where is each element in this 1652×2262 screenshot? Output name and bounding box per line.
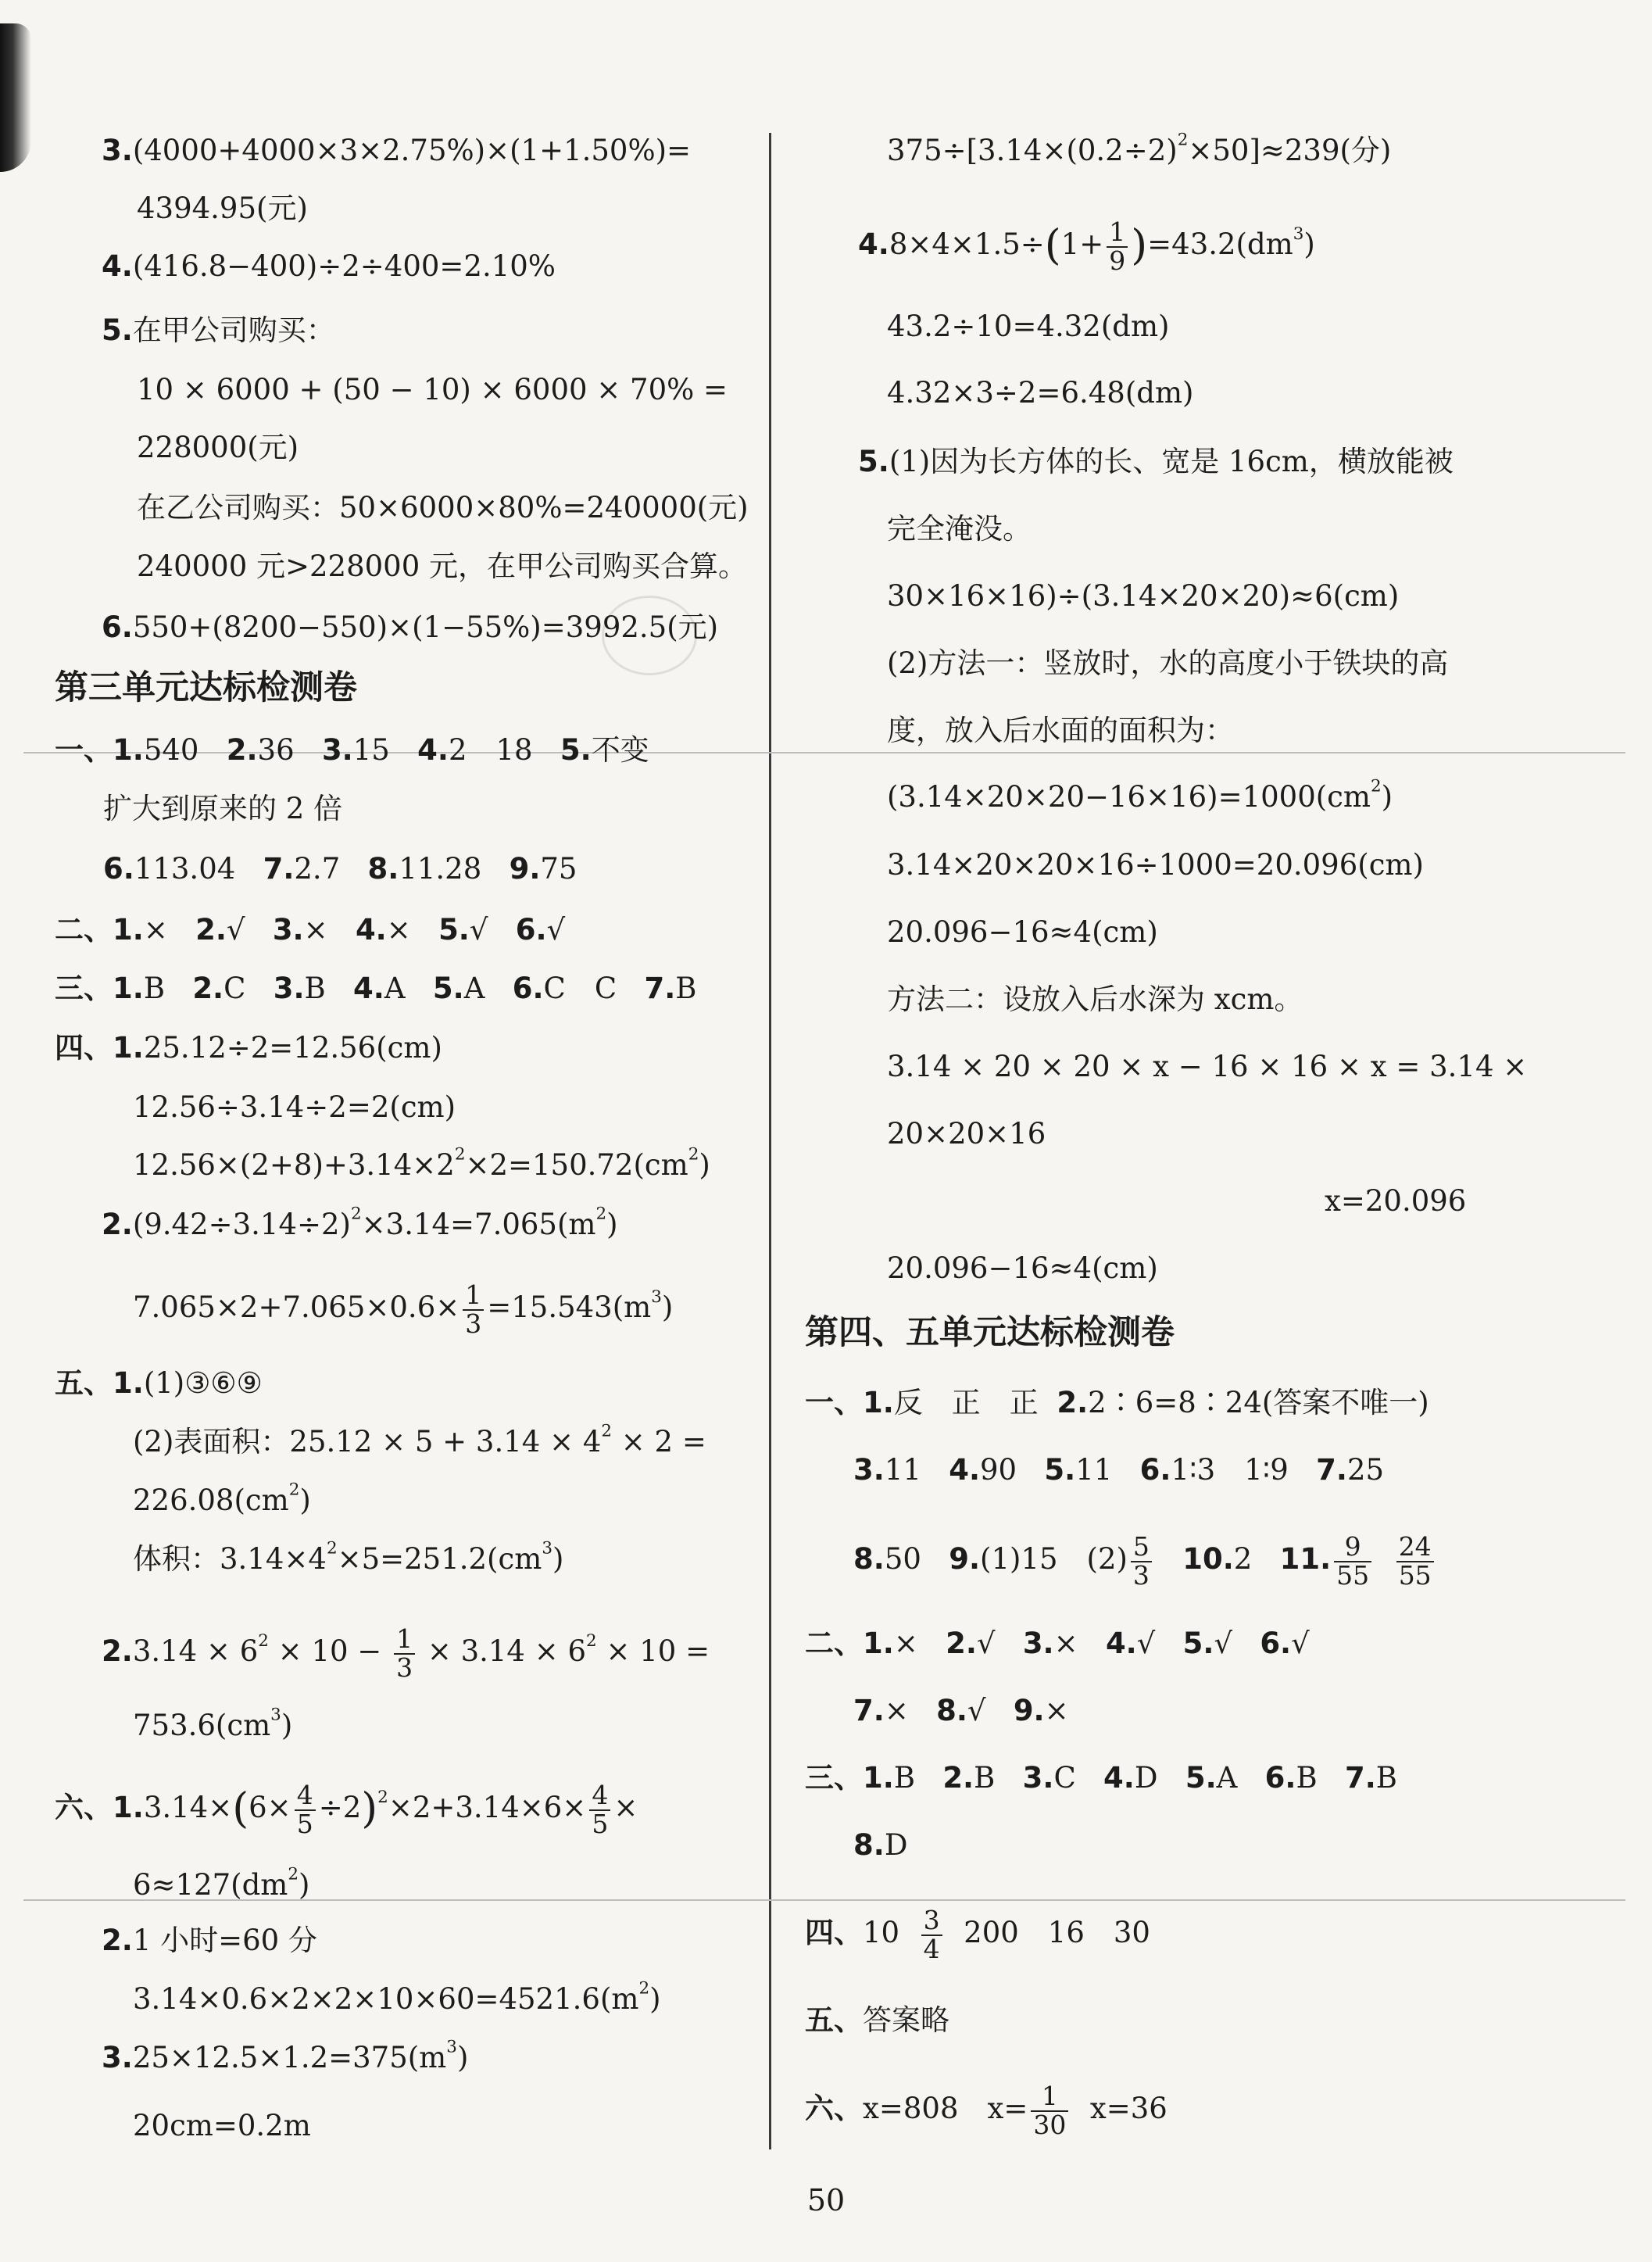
answer-line: 20×20×16	[887, 1117, 1046, 1151]
answer-line: 228000(元)	[137, 431, 299, 464]
section-title-unit3: 第三单元达标检测卷	[55, 668, 357, 707]
answer-line: 扩大到原来的 2 倍	[103, 792, 343, 825]
answer-line: 三、1.B 2.B 3.C 4.D 5.A 6.B 7.B	[805, 1761, 1397, 1795]
answer-line: 20cm=0.2m	[133, 2109, 311, 2142]
answer-line: 4394.95(元)	[137, 191, 308, 225]
answer-line: $(3.14\times 20\times 20-16\times 16)=1000(cm^2)$	[887, 776, 1393, 814]
fraction: $\frac{1}{9}$	[1107, 219, 1128, 274]
answer-line: $2.3.14 \times 6^2 \times 10$ − $\frac{1}{3}$ × $3.14 \times 6^2 \times 10$ =	[102, 1623, 710, 1683]
answer-line: 12.56÷3.14÷2=2(cm)	[133, 1090, 456, 1124]
answer-line: 4.8×4×1.5÷(1+ $\frac{1}{9}$ )$=43.2(dm^3)$	[858, 217, 1315, 276]
answer-line: 四、1.25.12÷2=12.56(cm)	[55, 1031, 442, 1065]
answer-line: 一、1.反 正 正 2.2∶6=8∶24(答案不唯一)	[805, 1386, 1429, 1419]
fraction: $\frac{24}{55}$	[1396, 1534, 1434, 1589]
fraction: $\frac{1}{3}$	[394, 1626, 415, 1681]
answer-line: 20.096−16≈4(cm)	[887, 915, 1158, 949]
answer-line: $6\approx 127(dm^2)$	[133, 1864, 310, 1902]
answer-line: 方法二：设放入后水深为 xcm。	[887, 982, 1303, 1016]
answer-line: $3.25\times 12.5\times 1.2=375(m^3)$	[102, 2037, 469, 2074]
answer-line: 8.50 9.(1)15 (2) $\frac{5}{3}$ 10.2 11. $\frac{9}{55}$ $\frac{24}{55}$	[853, 1534, 1437, 1589]
answer-line: 4.32×3÷2=6.48(dm)	[887, 376, 1194, 410]
answer-line: 三、1.B 2.C 3.B 4.A 5.A 6.C C 7.B	[55, 972, 697, 1005]
answer-line: 30×16×16)÷(3.14×20×20)≈6(cm)	[887, 579, 1400, 613]
answer-line: $753.6(cm^3)$	[133, 1705, 293, 1742]
answer-line: 二、1.× 2.√ 3.× 4.√ 5.√ 6.√	[805, 1627, 1310, 1660]
answer-line: (2)表面积：$25.12 \times 5 + 3.14 \times 4^2 \times 2$ =	[133, 1421, 706, 1458]
answer-line: 六、1.3.14×(6× $\frac{4}{5}$ ÷2)$^2$×2+3.14×6× $\frac{4}{5}$ ×	[55, 1780, 638, 1839]
answer-line: 20.096−16≈4(cm)	[887, 1251, 1158, 1285]
answer-line: $226.08(cm^2)$	[133, 1480, 311, 1517]
answer-line: 体积：$3.14\times 4^2\times 5=251.2(cm^3)$	[133, 1538, 564, 1576]
answer-line: $375\div[3.14\times(0.2\div 2)^2\times 50]\approx 239$(分)	[887, 130, 1392, 167]
fraction: $\frac{4}{5}$	[589, 1782, 610, 1838]
answer-line: $2.(9.42\div 3.14\div 2)^2\times 3.14=7.065(m^2)$	[102, 1204, 618, 1241]
answer-line: 2.1 小时=60 分	[102, 1924, 317, 1957]
answer-line: 7.× 8.√ 9.×	[853, 1694, 1069, 1727]
fraction: $\frac{1}{3}$	[463, 1282, 484, 1337]
answer-line: 二、1.× 2.√ 3.× 4.× 5.√ 6.√	[55, 913, 566, 947]
section-title-unit4-5: 第四、五单元达标检测卷	[805, 1313, 1175, 1352]
scan-edge-shadow	[0, 23, 31, 172]
fraction: $\frac{1}{30}$	[1031, 2083, 1068, 2139]
answer-line: 度，放入后水面的面积为：	[887, 714, 1234, 747]
answer-line: 4.(416.8−400)÷2÷400=2.10%	[102, 249, 556, 283]
answer-line: (2)方法一：竖放时，水的高度小于铁块的高	[887, 646, 1449, 680]
fraction: $\frac{4}{5}$	[295, 1782, 316, 1838]
answer-line: 6.113.04 7.2.7 8.11.28 9.75	[103, 852, 577, 886]
answer-line: $12.56\times(2+8)+3.14\times 2^2\times 2=150.72(cm^2)$	[133, 1144, 710, 1182]
fraction: $\frac{9}{55}$	[1334, 1534, 1371, 1589]
answer-line: 5.(1)因为长方体的长、宽是 16cm，横放能被	[858, 445, 1454, 478]
answer-line: 在乙公司购买：50×6000×80%=240000(元)	[137, 491, 749, 524]
answer-line: 五、答案略	[805, 2003, 949, 2037]
answer-line: 五、1.(1)③⑥⑨	[55, 1366, 263, 1400]
answer-line: x=20.096	[1325, 1184, 1467, 1218]
column-divider	[769, 133, 771, 2149]
answer-line: 43.2÷10=4.32(dm)	[887, 310, 1170, 343]
answer-line: 四、10 $\frac{3}{4}$ 200 16 30	[805, 1905, 1150, 1964]
answer-line: 5.在甲公司购买：	[102, 313, 335, 347]
answer-line: $3.14\times 0.6\times 2\times 2\times 10\times 60=4521.6(m^2)$	[133, 1978, 661, 2016]
answer-line: 完全淹没。	[887, 512, 1032, 546]
answer-line: 240000 元>228000 元，在甲公司购买合算。	[137, 549, 748, 583]
fraction: $\frac{5}{3}$	[1131, 1534, 1152, 1589]
answer-line: 3.14×20×20×16÷1000=20.096(cm)	[887, 848, 1424, 882]
answer-line: 3.14 × 20 × 20 × x − 16 × 16 × x = 3.14 ×	[887, 1050, 1528, 1083]
answer-line: 六、x=808 x= $\frac{1}{30}$ x=36	[805, 2081, 1167, 2140]
page-number: 50	[806, 2183, 846, 2217]
answer-line: 6.550+(8200−550)×(1−55%)=3992.5(元)	[102, 610, 719, 644]
answer-line: 7.065×2+7.065×0.6× $\frac{1}{3}$ $=15.543(m^3)$	[133, 1280, 674, 1339]
fraction: $\frac{3}{4}$	[921, 1907, 942, 1963]
answer-line: 10 × 6000 + (50 − 10) × 6000 × 70% =	[137, 373, 728, 406]
answer-line: 3.11 4.90 5.11 6.1∶3 1∶9 7.25	[853, 1453, 1385, 1487]
answer-line: 8.D	[853, 1828, 908, 1862]
answer-line: 3.(4000+4000×3×2.75%)×(1+1.50%)=	[102, 134, 692, 167]
answer-line: 一、1.540 2.36 3.15 4.2 18 5.不变	[55, 733, 649, 767]
